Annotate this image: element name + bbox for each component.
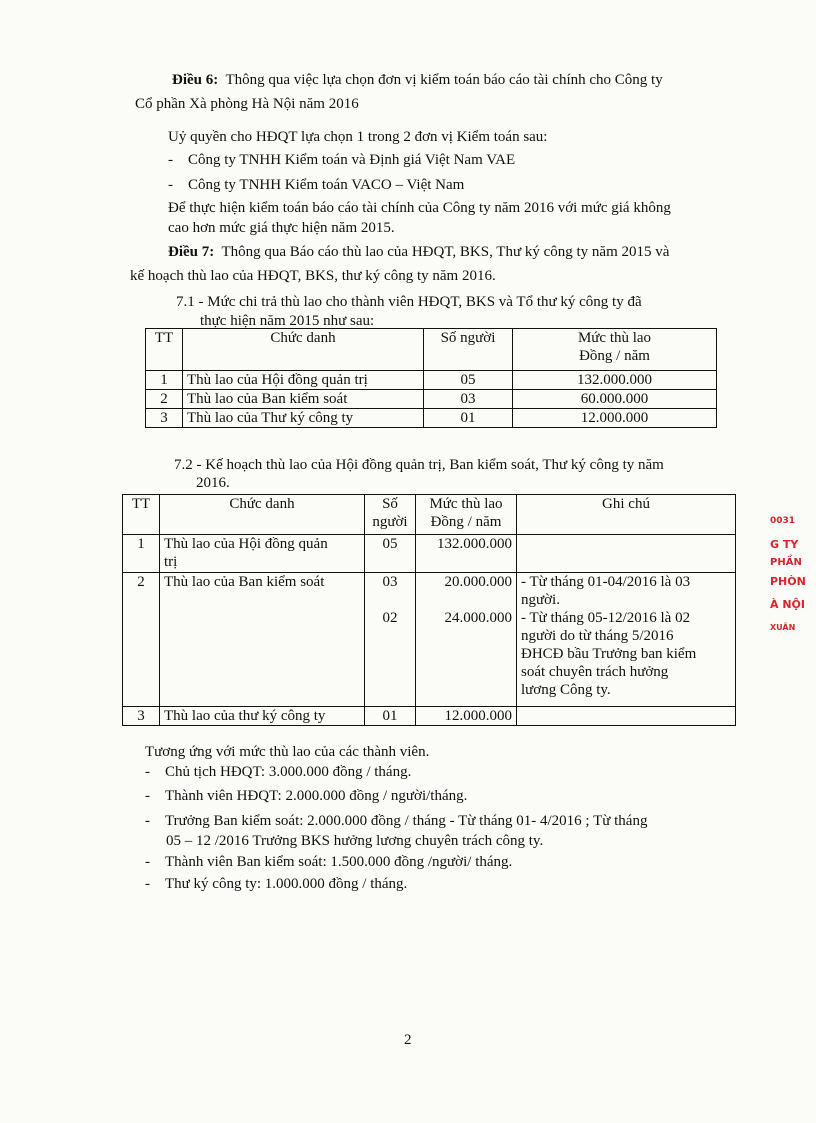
remuneration-2015-table [145,328,717,428]
cell-people: 01 [424,409,513,428]
cell-pay-a: 20.000.000 [444,574,512,590]
header-title: Chức danh [160,495,365,535]
cell-title-line-2: trị [164,554,178,570]
bullet-text: Công ty TNHH Kiểm toán và Định giá Việt Nam VAE [188,152,516,168]
table-row [146,371,717,390]
note-line: soát chuyên trách hưởng [521,664,669,680]
header-pay-line-2: Đồng / năm [579,348,650,364]
header-pay-line-2: Đồng / năm [430,514,502,530]
cell-pay: 12.000.000 [513,409,717,428]
cell-pay [416,573,517,707]
after-bullet-3: - Trưởng Ban kiểm soát: 2.000.000 đồng / tháng - Từ tháng 01- 4/2016 ; Từ tháng [145,813,648,829]
header-pay-line-1: Mức thù lao [429,496,503,512]
bullet-text: Chủ tịch HĐQT: 3.000.000 đồng / tháng. [165,764,412,780]
header-tt: TT [123,495,160,535]
header-people-line-1: Số [382,496,398,512]
table-row [123,573,736,707]
cell-tt: 2 [123,573,160,707]
cell-title: Thù lao của Ban kiểm soát [183,390,424,409]
cell-people: 03 [424,390,513,409]
article-7-text-1: Thông qua Báo cáo thù lao của HĐQT, BKS, Thư ký công ty năm 2015 và [221,244,670,260]
remuneration-plan-2016-table [122,494,736,726]
header-people: Số người [424,329,513,371]
section-7-2-line-1: 7.2 - Kế hoạch thù lao của Hội đồng quản trị, Ban kiểm soát, Thư ký công ty năm [174,457,664,473]
cell-people: 01 [365,707,416,726]
note-line: lương Công ty. [521,682,611,698]
bullet-text: Thành viên HĐQT: 2.000.000 đồng / người/tháng. [165,788,468,804]
table-row [123,535,736,573]
table-row [146,390,717,409]
table-row [123,707,736,726]
note-line: người do từ tháng 5/2016 [521,628,674,644]
cell-note [517,707,736,726]
cell-pay-b: 24.000.000 [444,610,512,626]
table-header-row [146,329,717,371]
article-6-line-4: Để thực hiện kiểm toán báo cáo tài chính của Công ty năm 2016 với mức giá không [168,200,671,216]
note-line: - Từ tháng 01-04/2016 là 03 [521,574,691,590]
article-6-line-5: cao hơn mức giá thực hiện năm 2015. [168,220,395,236]
section-7-1-line-1: 7.1 - Mức chi trả thù lao cho thành viên HĐQT, BKS và Tổ thư ký công ty đã [176,294,642,310]
cell-note [517,535,736,573]
bullet-text: Trưởng Ban kiểm soát: 2.000.000 đồng / tháng - Từ tháng 01- 4/2016 ; Từ tháng [165,813,648,829]
cell-tt: 2 [146,390,183,409]
company-stamp [770,510,816,660]
article-7-line-2: kế hoạch thù lao của HĐQT, BKS, thư ký công ty năm 2016. [130,268,496,284]
section-7-1-line-2: thực hiện năm 2015 như sau: [200,313,375,329]
cell-title: Thù lao của Hội đồng quản trị [183,371,424,390]
stamp-line: PHẦN [770,557,802,568]
article-6-line-2: Cổ phần Xà phòng Hà Nội năm 2016 [135,96,359,112]
article-6-label: Điều 6: [172,72,219,88]
after-bullet-2: - Thành viên HĐQT: 2.000.000 đồng / người/tháng. [145,788,468,804]
cell-tt: 1 [146,371,183,390]
section-7-2-line-2: 2016. [196,475,230,491]
note-line: người. [521,592,560,608]
cell-note [517,573,736,707]
after-intro: Tương ứng với mức thù lao của các thành viên. [145,744,430,760]
stamp-line: 0031 [770,516,796,526]
header-note: Ghi chú [517,495,736,535]
stamp-line: À NỘI [770,598,805,611]
article-6-bullet-2: - Công ty TNHH Kiểm toán VACO – Việt Nam [168,177,465,193]
bullet-text: Công ty TNHH Kiểm toán VACO – Việt Nam [188,177,465,193]
cell-tt: 3 [123,707,160,726]
stamp-line: G TY [770,538,799,551]
page-number: 2 [404,1032,412,1048]
cell-people-a: 03 [382,574,398,590]
cell-title: Thù lao của Thư ký công ty [183,409,424,428]
bullet-text: Thư ký công ty: 1.000.000 đồng / tháng. [165,876,408,892]
cell-pay: 12.000.000 [416,707,517,726]
cell-pay: 132.000.000 [513,371,717,390]
cell-tt: 1 [123,535,160,573]
table-row [146,409,717,428]
article-6-text-1: Thông qua việc lựa chọn đơn vị kiểm toán báo cáo tài chính cho Công ty [225,72,663,88]
cell-people [365,573,416,707]
article-6-bullet-1: - Công ty TNHH Kiểm toán và Định giá Việt Nam VAE [168,152,516,168]
cell-title [160,535,365,573]
note-line: ĐHCĐ bầu Trưởng ban kiểm [521,646,697,662]
cell-people: 05 [424,371,513,390]
after-bullet-3-line-2: 05 – 12 /2016 Trưởng BKS hưởng lương chuyên trách công ty. [166,833,544,849]
header-tt: TT [146,329,183,371]
cell-title-line-1: Thù lao của Hội đồng quản [164,536,328,552]
cell-pay: 132.000.000 [416,535,517,573]
bullet-text: Thành viên Ban kiểm soát: 1.500.000 đồng /người/ tháng. [165,854,513,870]
cell-pay: 60.000.000 [513,390,717,409]
after-bullet-5: - Thư ký công ty: 1.000.000 đồng / tháng. [145,876,408,892]
cell-title: Thù lao của Ban kiểm soát [160,573,365,707]
header-title: Chức danh [183,329,424,371]
article-7-label: Điều 7: [168,244,215,260]
header-pay-line-1: Mức thù lao [577,330,652,346]
note-line: - Từ tháng 05-12/2016 là 02 [521,610,691,626]
cell-title: Thù lao của thư ký công ty [160,707,365,726]
article-6-line-1 [172,70,663,90]
cell-people: 05 [365,535,416,573]
header-people [365,495,416,535]
article-7-line-1 [168,242,669,262]
stamp-line: PHÒN [770,575,806,588]
stamp-line: XUÂN [770,623,796,632]
cell-people-b: 02 [382,610,398,626]
article-6-line-3: Uỷ quyền cho HĐQT lựa chọn 1 trong 2 đơn vị Kiểm toán sau: [168,129,548,145]
header-pay [513,329,717,371]
header-pay [416,495,517,535]
table-header-row [123,495,736,535]
header-people-line-2: người [372,514,408,530]
after-bullet-4: - Thành viên Ban kiểm soát: 1.500.000 đồng /người/ tháng. [145,854,513,870]
after-bullet-1: - Chủ tịch HĐQT: 3.000.000 đồng / tháng. [145,764,412,780]
cell-tt: 3 [146,409,183,428]
